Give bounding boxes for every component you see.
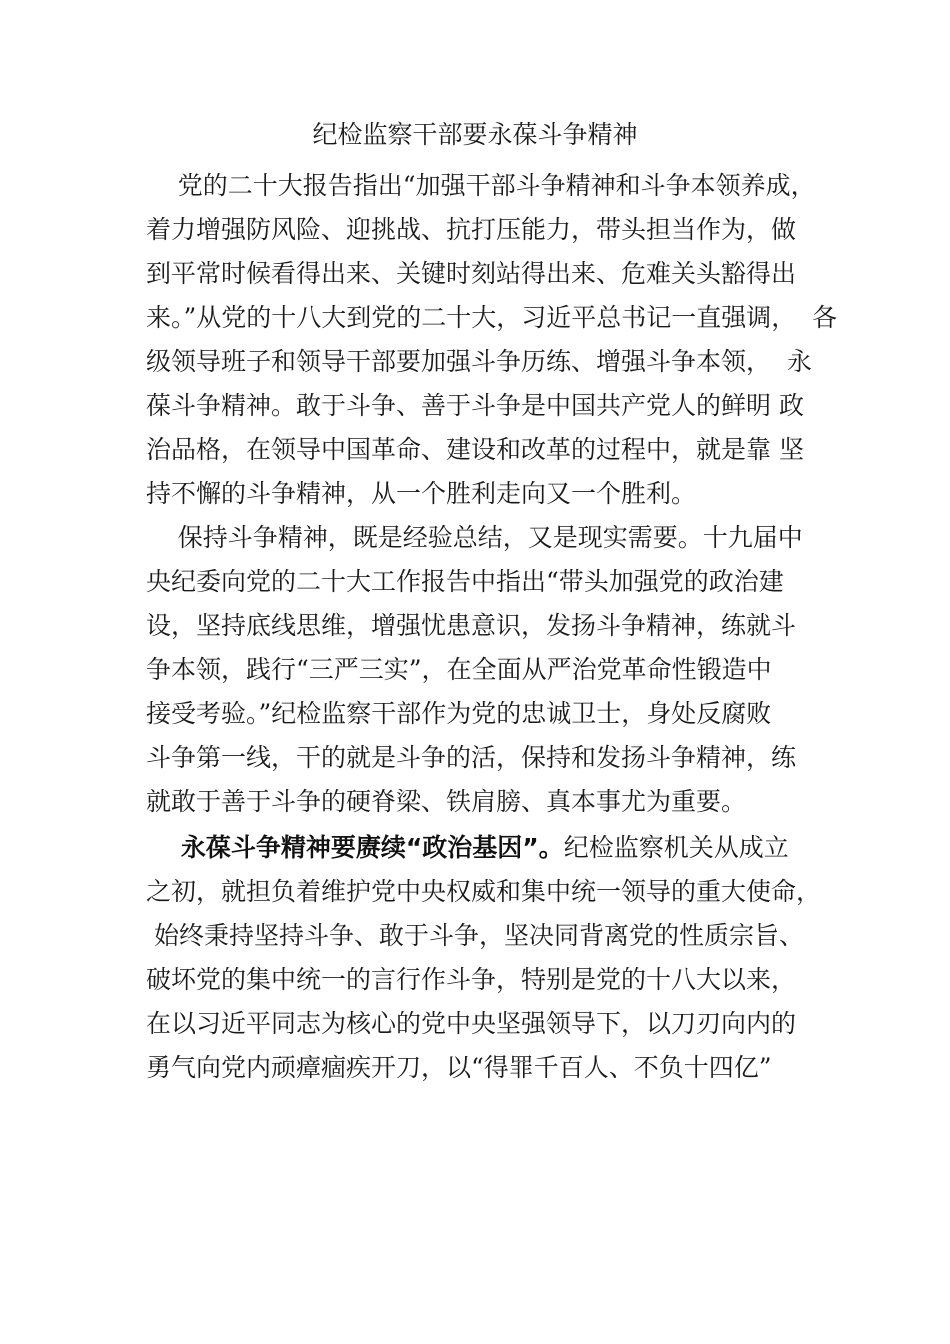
paragraph-line: 在以习近平同志为核心的党中央坚强领导下，以刀刃向内的 (146, 1009, 797, 1038)
paragraph-line: 党的二十大报告指出“加强干部斗争精神和斗争本领养成， (146, 171, 816, 200)
document-body (146, 164, 836, 1090)
paragraph-line: 设，坚持底线思维，增强忧患意识，发扬斗争精神，练就斗 (146, 611, 797, 640)
paragraph-line: 争本领，践行“三严三实”，在全面从严治党革命性锻造中 (146, 655, 772, 684)
paragraph-line: 斗争第一线，干的就是斗争的活，保持和发扬斗争精神，练 (146, 743, 797, 772)
paragraph-line: 破坏党的集中统一的言行作斗争，特别是党的十八大以来， (146, 965, 797, 994)
paragraph-line: 来。”从党的十八大到党的二十大，习近平总书记一直强调， 各 (146, 303, 838, 332)
paragraph-line: 持不懈的斗争精神，从一个胜利走向又一个胜利。 (146, 479, 697, 508)
paragraph-line: 之初，就担负着维护党中央权威和集中统一领导的重大使命， (146, 877, 822, 906)
section-heading: 永葆斗争精神要赓续“政治基因”。 (146, 833, 564, 862)
paragraph-line: 级领导班子和领导干部要加强斗争历练、增强斗争本领， 永 (146, 347, 812, 376)
paragraph-line: 保持斗争精神，既是经验总结，又是现实需要。十九届中 (146, 523, 803, 552)
paragraph-1 (146, 164, 836, 516)
paragraph-2 (146, 516, 836, 824)
paragraph-line: 央纪委向党的二十大工作报告中指出“带头加强党的政治建 (146, 567, 784, 596)
paragraph-3 (146, 826, 836, 1090)
paragraph-line: 着力增强防风险、迎挑战、抗打压能力，带头担当作为，做 (146, 215, 797, 244)
paragraph-line: 到平常时候看得出来、关键时刻站得出来、危难关头豁得出 (146, 259, 797, 288)
paragraph-line: 始终秉持坚持斗争、敢于斗争，坚决同背离党的性质宗旨、 (146, 921, 804, 950)
paragraph-line: 治品格，在领导中国革命、建设和改革的过程中，就是靠 坚 (146, 435, 804, 464)
paragraph-line: 葆斗争精神。敢于斗争、善于斗争是中国共产党人的鲜明 政 (146, 391, 804, 420)
paragraph-line: 就敢于善于斗争的硬脊梁、铁肩膀、真本事尤为重要。 (146, 787, 747, 816)
paragraph-line: 勇气向党内顽瘴痼疾开刀，以“得罪千百人、不负十四亿” (146, 1053, 772, 1082)
paragraph-line (146, 826, 836, 870)
paragraph-text: 纪检监察机关从成立 (563, 833, 789, 862)
paragraph-line: 接受考验。”纪检监察干部作为党的忠诚卫士，身处反腐败 (146, 699, 772, 728)
document-title: 纪检监察干部要永葆斗争精神 (312, 120, 638, 149)
